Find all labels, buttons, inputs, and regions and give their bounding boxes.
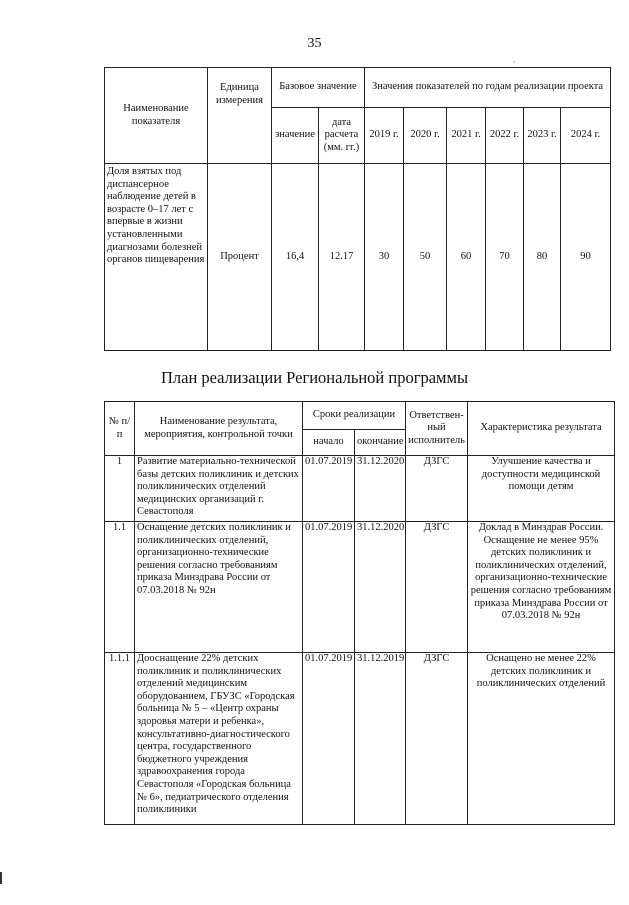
indicator-value: 90 bbox=[561, 164, 611, 351]
row-responsible: ДЗГС bbox=[406, 653, 468, 825]
header-name: Наименование результата, мероприятия, контрольной точки bbox=[135, 402, 303, 456]
plan-header-row bbox=[105, 402, 615, 430]
plan-row bbox=[105, 522, 615, 653]
header-end: окончание bbox=[355, 430, 406, 456]
row-responsible: ДЗГС bbox=[406, 522, 468, 653]
scan-edge-mark bbox=[0, 872, 2, 884]
row-num: 1.1 bbox=[105, 522, 135, 653]
header-year: 2019 г. bbox=[365, 108, 404, 164]
indicator-unit: Процент bbox=[208, 164, 272, 351]
plan-row bbox=[105, 653, 615, 825]
header-base-value: значение bbox=[272, 108, 319, 164]
plan-table bbox=[104, 401, 615, 825]
header-year: 2021 г. bbox=[447, 108, 486, 164]
header-years-group: Значения показателей по годам реализации проекта bbox=[365, 68, 611, 108]
header-unit: Единица измерения bbox=[208, 68, 272, 164]
indicator-header-row bbox=[105, 68, 611, 108]
row-name: Оснащение детских поликлиник и поликлинических отделений, организационно-технические решения согласно требованиям приказа Минздрава России от 07.03.2018 № 92н bbox=[135, 522, 303, 653]
header-period: Сроки реализации bbox=[303, 402, 406, 430]
row-end: 31.12.2020 bbox=[355, 456, 406, 522]
indicator-base-value: 16,4 bbox=[272, 164, 319, 351]
indicator-table bbox=[104, 67, 611, 351]
row-num: 1 bbox=[105, 456, 135, 522]
row-num: 1.1.1 bbox=[105, 653, 135, 825]
header-year: 2022 г. bbox=[486, 108, 524, 164]
header-year: 2024 г. bbox=[561, 108, 611, 164]
header-responsible: Ответствен-ный исполнитель bbox=[406, 402, 468, 456]
row-end: 31.12.2020 bbox=[355, 522, 406, 653]
row-result: Оснащено не менее 22% детских поликлиник и поликлинических отделений bbox=[468, 653, 615, 825]
row-start: 01.07.2019 bbox=[303, 522, 355, 653]
row-start: 01.07.2019 bbox=[303, 456, 355, 522]
indicator-name: Доля взятых под диспансерное наблюдение детей в возрасте 0–17 лет с впервые в жизни установленными диагнозами болезней органов пищеварения bbox=[105, 164, 208, 351]
header-base: Базовое значение bbox=[272, 68, 365, 108]
header-year: 2023 г. bbox=[524, 108, 561, 164]
indicator-value: 30 bbox=[365, 164, 404, 351]
row-result: Улучшение качества и доступности медицинской помощи детям bbox=[468, 456, 615, 522]
header-year: 2020 г. bbox=[404, 108, 447, 164]
page-number: 35 bbox=[307, 36, 322, 51]
indicator-value: 80 bbox=[524, 164, 561, 351]
section-title: План реализации Региональной программы bbox=[160, 368, 469, 387]
header-base-date: дата расчета (мм. гг.) bbox=[319, 108, 365, 164]
indicator-value: 50 bbox=[404, 164, 447, 351]
header-num: № п/п bbox=[105, 402, 135, 456]
header-indicator-name: Наименование показателя bbox=[105, 68, 208, 164]
row-responsible: ДЗГС bbox=[406, 456, 468, 522]
plan-row bbox=[105, 456, 615, 522]
indicator-row bbox=[105, 164, 611, 351]
header-result: Характеристика результата bbox=[468, 402, 615, 456]
indicator-value: 70 bbox=[486, 164, 524, 351]
indicator-value: 60 bbox=[447, 164, 486, 351]
row-result: Доклад в Минздрав России. Оснащение не менее 95% детских поликлиник и поликлинических отделений, организационно-технические решения согласно требованиям приказа Минздрава России от 07.03.2018 № 92н bbox=[468, 522, 615, 653]
row-name: Дооснащение 22% детских поликлиник и поликлинических отделений медицинским оборудованием, ГБУЗС «Городская больница № 5 – «Центр охраны здоровья матери и ребенка», консультативно-диагностического центра, государственного бюджетного учреждения здравоохранения города Севастополя «Городская больница № 6», педиатрического отделения поликлиники bbox=[135, 653, 303, 825]
row-start: 01.07.2019 bbox=[303, 653, 355, 825]
indicator-base-date: 12.17 bbox=[319, 164, 365, 351]
header-start: начало bbox=[303, 430, 355, 456]
row-name: Развитие материально-технической базы детских поликлиник и детских поликлинических отделений медицинских организаций г. Севастополя bbox=[135, 456, 303, 522]
corner-mark: ˇ bbox=[513, 60, 516, 69]
row-end: 31.12.2019 bbox=[355, 653, 406, 825]
